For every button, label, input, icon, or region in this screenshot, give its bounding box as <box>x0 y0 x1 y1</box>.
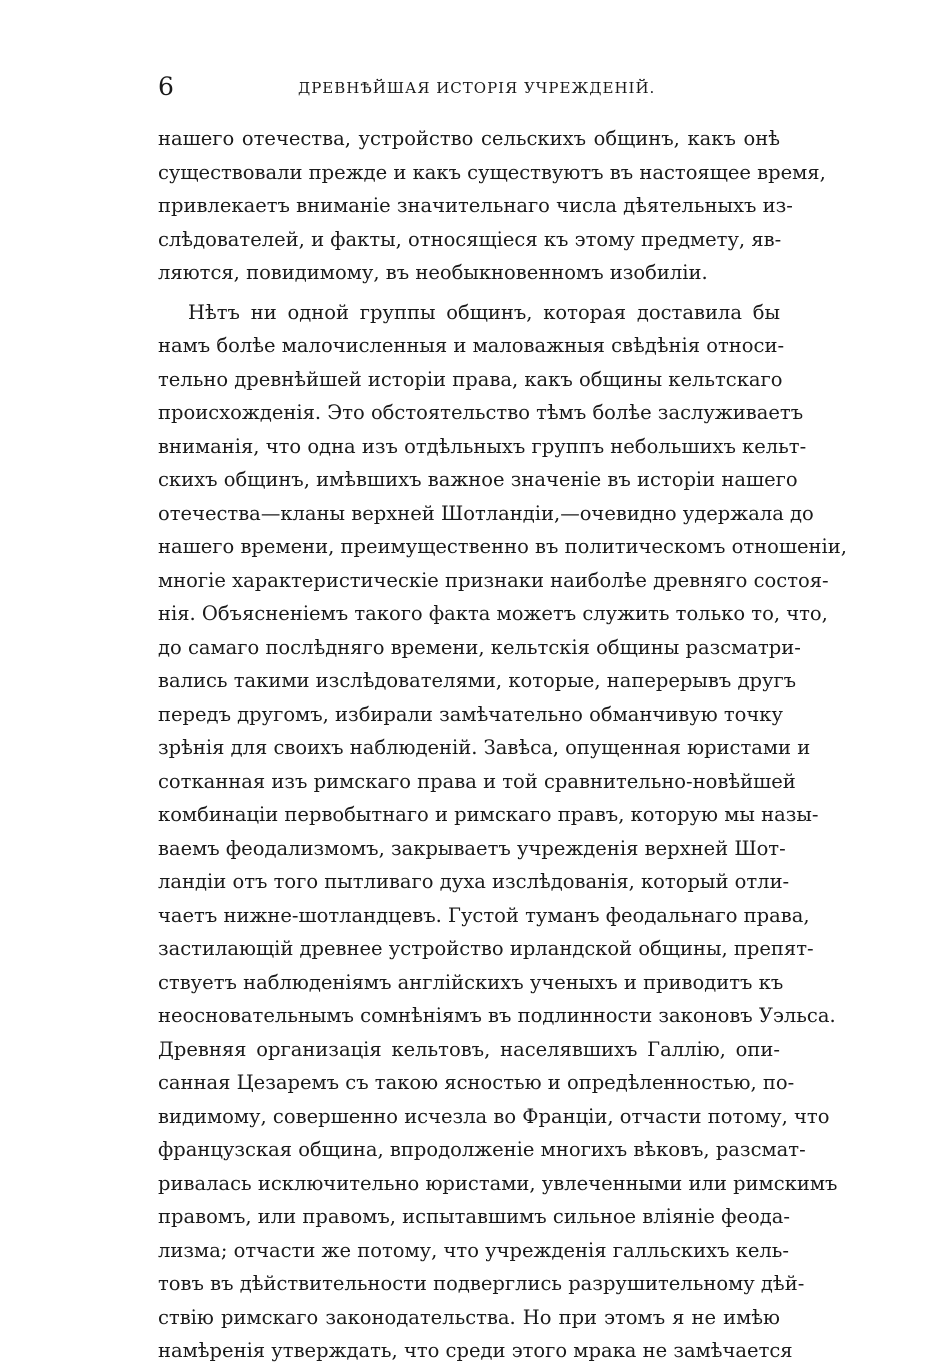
text-line: правомъ, или правомъ, испытавшимъ сильное вліяніе феода- <box>158 1205 790 1228</box>
text-line: ляются, повидимому, въ необыкновенномъ изобиліи. <box>158 261 708 284</box>
text-line: намъ болѣе малочисленныя и маловажныя свѣдѣнія относи- <box>158 334 785 357</box>
text-line: неосновательнымъ сомнѣніямъ въ подлинности законовъ Уэльса. <box>158 1004 836 1027</box>
text-line: отечества—кланы верхней Шотландіи,—очевидно удержала до <box>158 501 814 525</box>
text-line: ландіи отъ того пытливаго духа изслѣдованія, который отли- <box>158 870 790 893</box>
page-header <box>158 72 780 102</box>
body-text <box>158 122 847 1368</box>
text-line: комбинаціи первобытнаго и римскаго правъ, которую мы назы- <box>158 803 819 826</box>
text-line: многіе характеристическіе признаки наиболѣе древняго состоя- <box>158 568 829 592</box>
text-line: лизма; отчасти же потому, что учрежденія галльскихъ кель- <box>158 1238 789 1262</box>
page-number: 6 <box>158 72 174 101</box>
text-line: скихъ общинъ, имѣвшихъ важное значеніе въ исторіи нашего <box>158 468 798 491</box>
text-line: тельно древнѣйшей исторіи права, какъ общины кельтскаго <box>158 367 783 391</box>
text-line: застилающій древнее устройство ирландской общины, препят- <box>158 937 814 960</box>
text-line: происхожденія. Это обстоятельство тѣмъ болѣе заслуживаетъ <box>158 401 804 424</box>
text-line: вниманія, что одна изъ отдѣльныхъ группъ небольшихъ кельт- <box>158 434 807 458</box>
text-line: сотканная изъ римскаго права и той сравнительно-новѣйшей <box>158 769 796 793</box>
text-line: ривалась исключительно юристами, увлеченными или римскимъ <box>158 1171 838 1195</box>
running-title: ДРЕВНѢЙШАЯ ИСТОРІЯ УЧРЕЖДЕНІЙ. <box>298 79 656 97</box>
text-line: нашего времени, преимущественно въ политическомъ отношеніи, <box>158 535 847 558</box>
text-line: видимому, совершенно исчезла во Франціи, отчасти потому, что <box>158 1104 830 1128</box>
text-line: Нѣтъ ни одной группы общинъ, которая доставила бы <box>188 300 780 324</box>
text-line: санная Цезаремъ съ такою ясностью и опредѣленностью, по- <box>158 1071 795 1094</box>
text-line: нія. Объясненіемъ такого факта можетъ служить только то, что, <box>158 602 828 625</box>
text-line: вались такими изслѣдователями, которые, наперерывъ другъ <box>158 669 797 692</box>
text-line: зрѣнія для своихъ наблюденій. Завѣса, опущенная юристами и <box>158 736 811 759</box>
text-line: передъ другомъ, избирали замѣчательно обманчивую точку <box>158 702 783 726</box>
paragraph-2 <box>158 296 847 1368</box>
text-line: до самаго послѣдняго времени, кельтскія общины разсматри- <box>158 635 801 659</box>
text-line: привлекаетъ вниманіе значительнаго числа дѣятельныхъ из- <box>158 194 793 217</box>
text-line: ствуетъ наблюденіямъ англійскихъ ученыхъ и приводитъ къ <box>158 970 784 994</box>
text-line: Древняя организація кельтовъ, населявшихъ Галлію, опи- <box>158 1037 780 1061</box>
text-line: намѣренія утверждать, что среди этого мрака не замѣчается <box>158 1339 793 1362</box>
text-line: слѣдователей, и факты, относящіеся къ этому предмету, яв- <box>158 227 782 251</box>
text-line: чаетъ нижне-шотландцевъ. Густой туманъ феодальнаго права, <box>158 903 810 927</box>
text-line: ствію римскаго законодательства. Но при этомъ я не имѣю <box>158 1305 780 1329</box>
text-line: существовали прежде и какъ существуютъ въ настоящее время, <box>158 160 826 184</box>
text-line: товъ въ дѣйствительности подверглись разрушительному дѣй- <box>158 1272 805 1295</box>
text-line: ваемъ феодализмомъ, закрываетъ учрежденія верхней Шот- <box>158 836 786 860</box>
text-line: французская община, впродолженіе многихъ вѣковъ, разсмат- <box>158 1138 806 1161</box>
text-line: нашего отечества, устройство сельскихъ общинъ, какъ онѣ <box>158 127 780 150</box>
paragraph-1 <box>158 122 826 290</box>
